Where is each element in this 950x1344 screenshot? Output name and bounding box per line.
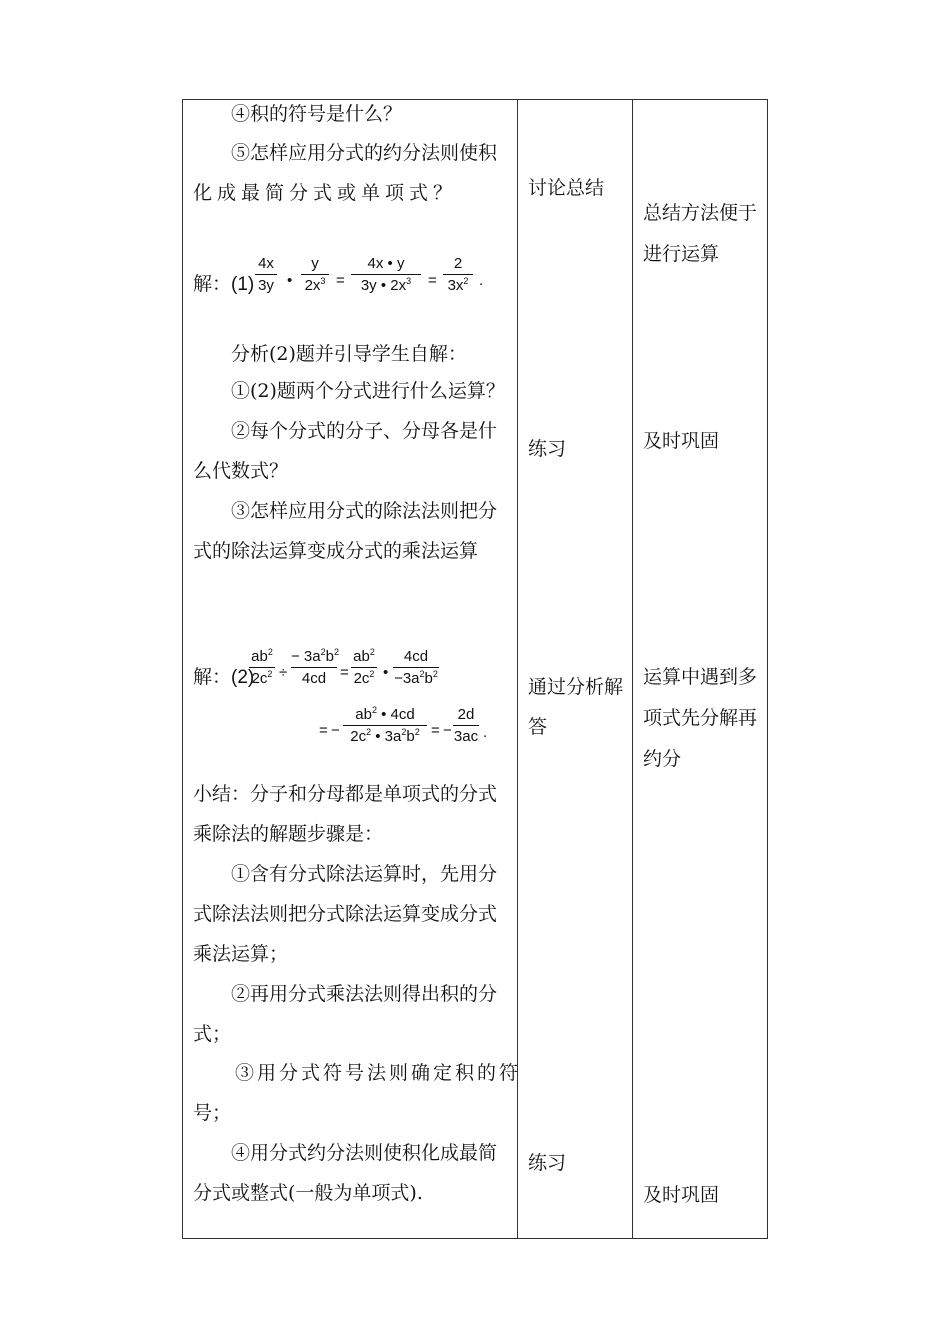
minus-sign: −: [331, 722, 340, 739]
fraction: [453, 706, 479, 745]
fraction-bar: [351, 667, 377, 668]
fraction-bar: [453, 725, 479, 726]
step-1-line-2: 式除法法则把分式除法运算变成分式: [193, 903, 498, 925]
fraction: [343, 706, 427, 745]
solution-2-label: 解：(2): [193, 667, 255, 688]
fraction: [291, 648, 337, 687]
denominator: 3y • $2x^3$: [360, 276, 412, 294]
summary-line-2: 乘除法的解题步骤是：: [193, 823, 384, 845]
step-2-line-1: ②再用分式乘法法则得出积的分: [231, 983, 498, 1005]
denominator: 3y: [258, 277, 274, 294]
activity-practice-2: 练习: [528, 1152, 567, 1174]
fraction-bar: [393, 667, 439, 668]
intent-summary-line-1: 总结方法便于: [643, 202, 758, 224]
multiply-dot: •: [287, 272, 293, 289]
intent-factor-line-3: 约分: [643, 748, 682, 770]
solution-2-formula: [193, 648, 503, 758]
multiply-dot: •: [383, 664, 389, 681]
analysis-q1: ①(2)题两个分式进行什么运算？: [231, 380, 505, 402]
analysis-q2-line-1: ②每个分式的分子、分母各是什: [231, 420, 498, 442]
fraction: [249, 648, 275, 687]
numerator: 4x • y: [367, 255, 405, 272]
question-5-line-2: 化成最简分式或单项式？: [193, 182, 458, 204]
equals-sign: =: [428, 272, 437, 289]
solution-1-formula: [193, 255, 503, 311]
question-4: ④积的符号是什么？: [231, 103, 403, 125]
analysis-intro: 分析(2)题并引导学生自解：: [231, 343, 467, 365]
numerator: 4cd: [403, 648, 429, 665]
fraction: [301, 255, 329, 294]
step-4-line-2: 分式或整式(一般为单项式).: [193, 1182, 423, 1204]
equals-sign: =: [336, 272, 345, 289]
fraction-bar: [351, 274, 421, 275]
fraction: [351, 648, 377, 687]
numerator: − $3a^2b^2$: [291, 647, 339, 665]
period: .: [479, 272, 484, 289]
fraction: [443, 255, 473, 294]
equals-sign: =: [340, 664, 349, 681]
step-3-line-1: ③用分式符号法则确定积的符: [235, 1062, 522, 1084]
intent-factor-line-2: 项式先分解再: [643, 707, 758, 729]
activity-analyze-line-2: 答: [528, 716, 548, 738]
analysis-q2-line-2: 么代数式？: [193, 460, 289, 482]
equals-sign: =: [319, 722, 328, 739]
intent-consolidate-2: 及时巩固: [643, 1184, 720, 1206]
denominator: $2c^2$: [353, 669, 375, 687]
fraction-bar: [301, 274, 329, 275]
fraction-bar: [255, 274, 277, 275]
fraction: [393, 648, 439, 687]
denominator: $2c^2$: [251, 669, 273, 687]
intent-factor-line-1: 运算中遇到多: [643, 666, 758, 688]
divide-sign: ÷: [279, 664, 288, 681]
step-4-line-1: ④用分式约分法则使积化成最简: [231, 1142, 498, 1164]
step-2-line-2: 式；: [193, 1023, 232, 1045]
denominator: 3ac: [453, 728, 479, 745]
question-5-line-1: ⑤怎样应用分式的约分法则使积: [231, 142, 498, 164]
numerator: $ab^2$: [353, 647, 375, 665]
period: .: [483, 724, 488, 741]
analysis-q3-line-2: 式的除法运算变成分式的乘法运算: [193, 540, 479, 562]
fraction: [351, 255, 421, 294]
numerator: $ab^2$ • 4cd: [355, 705, 415, 723]
activity-discuss: 讨论总结: [528, 177, 605, 199]
numerator: y: [311, 255, 319, 272]
numerator: $ab^2$: [251, 647, 273, 665]
equals-sign: =: [431, 722, 440, 739]
step-1-line-3: 乘法运算；: [193, 943, 289, 965]
activity-practice-1: 练习: [528, 438, 567, 460]
denominator: $-3a^2b^2$: [394, 669, 438, 687]
activity-analyze-line-1: 通过分析解: [528, 676, 624, 698]
minus-sign: −: [443, 722, 452, 739]
denominator: 4cd: [301, 670, 327, 687]
intent-summary-line-2: 进行运算: [643, 243, 720, 265]
numerator: 2d: [457, 706, 475, 723]
lesson-plan-table: [182, 99, 768, 1239]
analysis-q3-line-1: ③怎样应用分式的除法法则把分: [231, 500, 498, 522]
fraction-bar: [443, 274, 473, 275]
fraction: [255, 255, 277, 294]
fraction-bar: [291, 667, 337, 668]
fraction-bar: [343, 725, 427, 726]
denominator: $3x^2$: [447, 276, 469, 294]
step-3-line-2: 号；: [193, 1102, 232, 1124]
denominator: $2c^2$ • $3a^2b^2$: [350, 727, 420, 745]
numerator: 4x: [258, 255, 274, 272]
denominator: $2x^3$: [304, 276, 326, 294]
numerator: 2: [453, 255, 463, 272]
intent-consolidate-1: 及时巩固: [643, 430, 720, 452]
solution-1-label: 解：(1): [193, 274, 255, 295]
step-1-line-1: ①含有分式除法运算时，先用分: [231, 863, 498, 885]
fraction-bar: [249, 667, 275, 668]
column-divider-2: [632, 100, 633, 1238]
summary-line-1: 小结：分子和分母都是单项式的分式: [193, 783, 498, 805]
